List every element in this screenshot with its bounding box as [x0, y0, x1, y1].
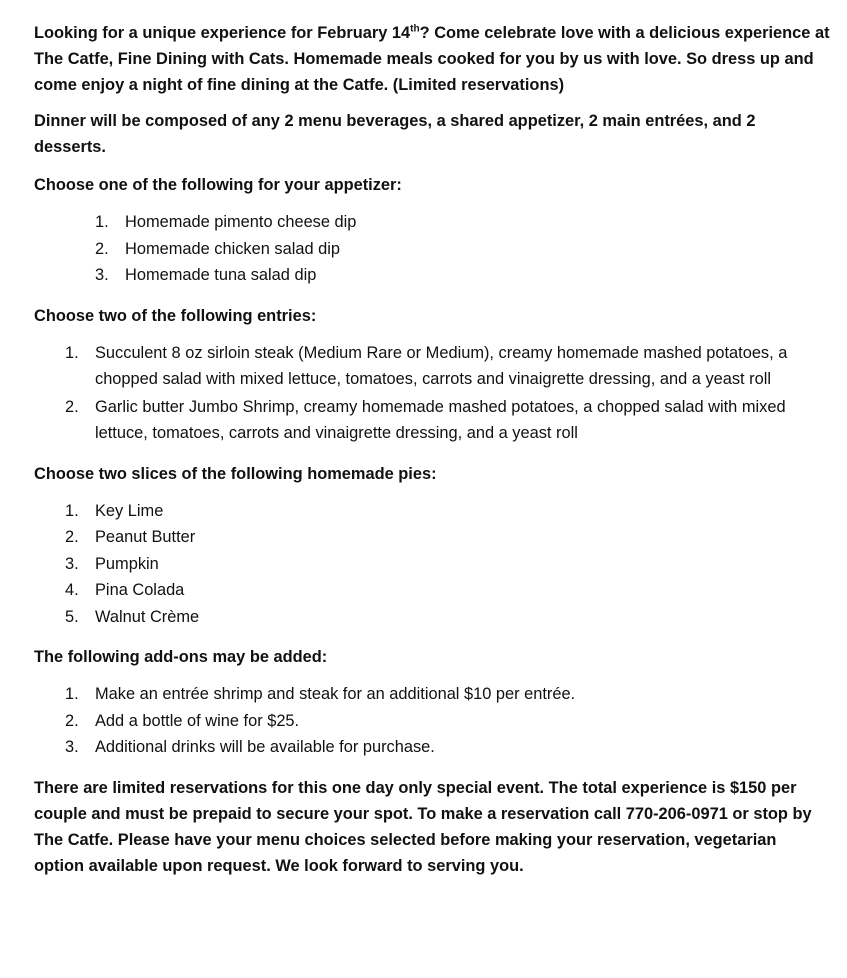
list-item-text: Homemade tuna salad dip — [125, 266, 317, 284]
intro-paragraph — [34, 20, 830, 98]
list-item — [65, 604, 830, 631]
pies-list — [34, 498, 830, 631]
list-item — [95, 262, 830, 289]
list-item — [65, 340, 830, 393]
list-item — [65, 577, 830, 604]
list-item-text: Succulent 8 oz sirloin steak (Medium Rare or Medium), creamy homemade mashed potatoes, a chopped salad with mixed lettuce, tomatoes, carrots and vinaigrette dressing, and a yeast roll — [95, 343, 788, 388]
list-item-text: Pina Colada — [95, 581, 185, 599]
closing-paragraph: There are limited reservations for this one day only special event. The total experience is $150 per couple and must be prepaid to secure your spot. To make a reservation call 770-206-0971 or stop by The Catfe. Please have your menu choices selected before making your reservation, vegetarian option available upon request. We look forward to serving you. — [34, 778, 812, 875]
list-number: 1. — [65, 501, 79, 520]
list-item-text: Peanut Butter — [95, 528, 196, 546]
list-item-text: Pumpkin — [95, 554, 159, 573]
list-number: 1. — [95, 213, 109, 231]
list-number: 1. — [65, 685, 79, 703]
list-item-text: Homemade chicken salad dip — [125, 239, 341, 258]
list-item-text: Homemade pimento cheese dip — [125, 213, 357, 231]
addons-heading: The following add-ons may be added: — [34, 648, 328, 666]
list-item-text: Make an entrée shrimp and steak for an additional $10 per entrée. — [95, 685, 576, 703]
list-item — [65, 524, 830, 551]
document-page — [34, 20, 830, 891]
list-item — [65, 498, 830, 525]
list-number: 3. — [95, 266, 109, 284]
list-number: 2. — [95, 239, 109, 258]
list-item — [65, 551, 830, 578]
list-item-text: Walnut Crème — [95, 607, 200, 626]
list-number: 4. — [65, 581, 79, 599]
list-item-text: Additional drinks will be available for purchase. — [95, 738, 435, 756]
intro-superscript: th — [410, 23, 420, 35]
appetizer-heading: Choose one of the following for your appetizer: — [34, 176, 402, 194]
list-item — [65, 734, 830, 761]
list-number: 1. — [65, 343, 79, 362]
intro-text-start: Looking for a unique experience for February 14 — [34, 24, 411, 42]
addons-list — [34, 681, 830, 761]
entries-list — [34, 340, 830, 447]
list-number: 2. — [65, 397, 79, 416]
list-item — [65, 708, 830, 735]
list-item-text: Garlic butter Jumbo Shrimp, creamy homemade mashed potatoes, a chopped salad with mixed lettuce, tomatoes, carrots and vinaigrette dressing, and a yeast roll — [95, 397, 786, 442]
appetizer-list — [34, 209, 830, 289]
pies-heading: Choose two slices of the following homemade pies: — [34, 464, 437, 483]
dinner-description: Dinner will be composed of any 2 menu beverages, a shared appetizer, 2 main entrées, and 2 desserts. — [34, 112, 756, 156]
list-number: 5. — [65, 607, 79, 626]
list-item — [65, 681, 830, 708]
list-item — [95, 236, 830, 263]
intro-text-rest: ? Come celebrate love with a delicious experience at The Catfe, Fine Dining with Cats. Homemade meals cooked for you by us with love. So dress up and come enjoy a night of fine dining at the Catfe. (Limited reservations) — [34, 24, 830, 94]
list-number: 2. — [65, 528, 79, 546]
list-item — [95, 209, 830, 236]
list-item — [65, 394, 830, 447]
list-number: 2. — [65, 711, 79, 730]
list-item-text: Key Lime — [95, 501, 164, 520]
list-number: 3. — [65, 738, 79, 756]
list-number: 3. — [65, 554, 79, 573]
list-item-text: Add a bottle of wine for $25. — [95, 711, 300, 730]
entries-heading: Choose two of the following entries: — [34, 306, 317, 325]
